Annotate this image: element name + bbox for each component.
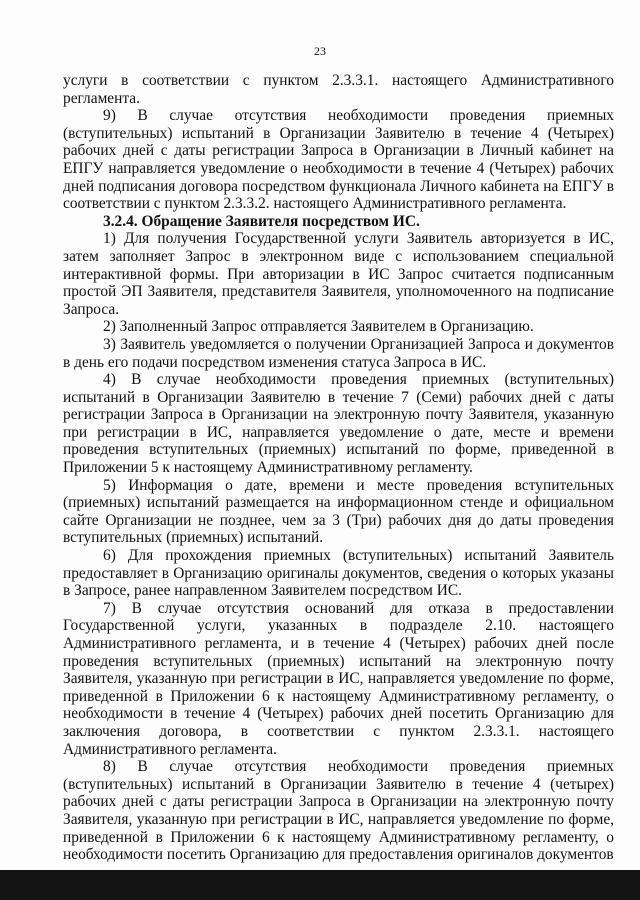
paragraph-item-2: 2) Заполненный Запрос отправляется Заявителем в Организацию. — [103, 318, 534, 336]
paragraph-continuation: услуги в соответствии с пунктом 2.3.3.1. настоящего Административного регламента. — [63, 72, 614, 107]
paragraph-item-7: 7) В случае отсутствия оснований для отказа в предоставлении Государственной услуги, указанных в подразделе 2.10. настоящего Административного регламента, и в течение 4 (Четырех) рабочих дней после проведения вступительных (приемных) испытаний на электронную почту Заявителя, указанную при регистрации в ИС, направляется уведомление по форме, приведенной в Приложении 6 к настоящему Административному регламенту, о необходимости в течение 4 (Четырех) рабочих дней посетить Организацию для заключения договора, в соответствии с пунктом 2.3.3.1. настоящего Административного регламента. — [63, 599, 614, 758]
document-body — [63, 72, 614, 864]
page-number: 23 — [314, 44, 326, 58]
section-heading: 3.2.4. Обращение Заявителя посредством ИС. — [103, 212, 420, 230]
paragraph-item-5: 5) Информация о дате, времени и месте проведения вступительных (приемных) испытаний размещается на информационном стенде и официальном сайте Организации не позднее, чем за 3 (Три) рабочих дня до даты проведения вступительных (приемных) испытаний. — [63, 476, 614, 547]
paragraph-item-3: 3) Заявитель уведомляется о получении Организацией Запроса и документов в день его подачи посредством изменения статуса Запроса в ИС. — [63, 335, 614, 371]
paragraph-item-6: 6) Для прохождения приемных (вступительных) испытаний Заявитель предоставляет в Организацию оригиналы документов, сведения о которых указаны в Запросе, ранее направленном Заявителем посредством ИС. — [63, 547, 614, 600]
paragraph-item-4: 4) В случае необходимости проведения приемных (вступительных) испытаний в Организации Заявителю в течение 7 (Семи) рабочих дней с даты регистрации Запроса в Организации на электронную почту Заявителя, указанную при регистрации в ИС, направляется уведомление о дате, месте и времени проведения вступительных (приемных) испытаний по форме, приведенной в Приложении 5 к настоящему Административному регламенту. — [63, 371, 614, 477]
paragraph-item-8: 8) В случае отсутствия необходимости проведения приемных (вступительных) испытаний в Организации Заявителю в течение 4 (четырех) рабочих дней с даты регистрации Запроса в Организации на электронную почту Заявителя, указанную при регистрации в ИС, направляется уведомление по форме, приведенной в Приложении 6 к настоящему Административному регламенту, о необходимости посетить Организацию для предоставления оригиналов документов — [63, 758, 614, 864]
scan-bottom-edge — [0, 870, 640, 900]
paragraph-item-1: 1) Для получения Государственной услуги Заявитель авторизуется в ИС, затем заполняет Запрос в электронном виде с использованием специальной интерактивной формы. При авторизации в ИС Запрос считается подписанным простой ЭП Заявителя, представителя Заявителя, уполномоченного на подписание Запроса. — [63, 230, 614, 318]
paragraph-item-9: 9) В случае отсутствия необходимости проведения приемных (вступительных) испытаний в Организации Заявителю в течение 4 (Четырех) рабочих дней с даты регистрации Запроса в Организации в Личный кабинет на ЕПГУ направляется уведомление о необходимости в течение 4 (Четырех) рабочих дней подписания договора посредством функционала Личного кабинета на ЕПГУ в соответствии с пунктом 2.3.3.2. настоящего Административного регламента. — [63, 107, 614, 213]
